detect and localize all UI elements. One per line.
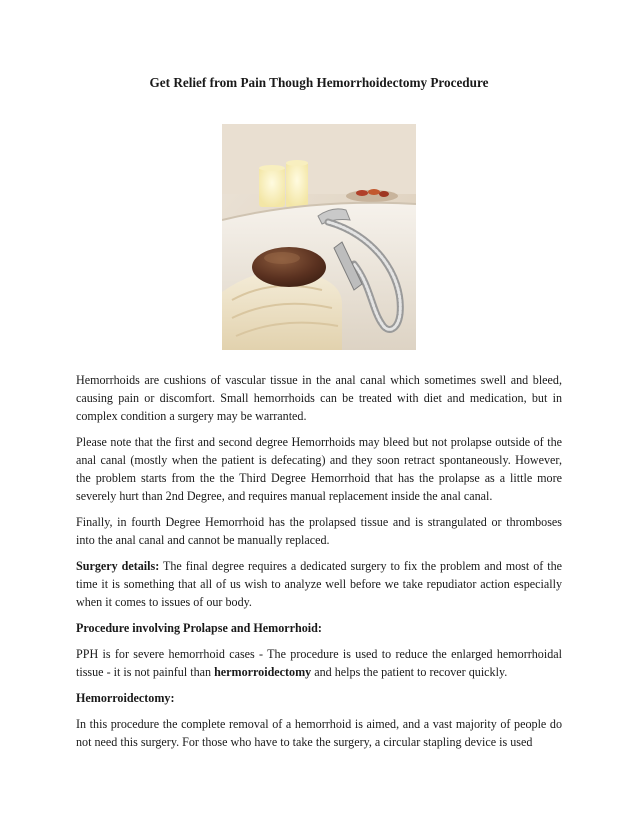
paragraph: Hemorrhoids are cushions of vascular tissue in the anal canal which sometimes swell and bleed, causing pain or discomfort. Small hemorrhoids can be treated with diet and medication, but in complex condition a surgery may be warranted. bbox=[76, 373, 562, 423]
paragraph: In this procedure the complete removal of a hemorrhoid is aimed, and a vast majority of people do not need this surgery. For those who have to take the surgery, a circular stapling device is used bbox=[76, 717, 562, 749]
inline-label: Surgery details: bbox=[76, 559, 160, 573]
article-body bbox=[76, 371, 562, 759]
inline-text: and helps the patient to recover quickly. bbox=[311, 665, 508, 679]
inline-bold: hermorroidectomy bbox=[214, 665, 312, 679]
paragraph-surgery-details bbox=[76, 557, 562, 611]
document-title: Get Relief from Pain Though Hemorrhoidectomy Procedure bbox=[149, 75, 489, 90]
section-heading: Hemorroidectomy: bbox=[76, 691, 175, 705]
paragraph: Please note that the first and second degree Hemorrhoids may bleed but not prolapse outside of the anal canal (mostly when the patient is defecating) and they soon retract spontaneously. However, the problem starts from the the Third Degree Hemorrhoid that has the prolapse as a little more severely hurt than 2nd Degree, and requires manual replacement inside the anal canal. bbox=[76, 435, 562, 503]
paragraph: Finally, in fourth Degree Hemorrhoid has the prolapsed tissue and is strangulated or thromboses into the anal canal and cannot be manually replaced. bbox=[76, 515, 562, 547]
spa-photo bbox=[222, 124, 416, 350]
section-heading: Procedure involving Prolapse and Hemorrhoid: bbox=[76, 621, 322, 635]
paragraph-pph bbox=[76, 645, 562, 681]
inline-text: The final degree requires a dedicated surgery to fix the problem and most of the time it is something that all of us wish to analyze well before we take repudiator action especially when it comes to issues of our body. bbox=[76, 559, 562, 609]
inline-text: PPH is for severe hemorrhoid cases - The procedure is used to reduce the enlarged hemorrhoidal tissue - it is not painful than bbox=[76, 647, 562, 679]
